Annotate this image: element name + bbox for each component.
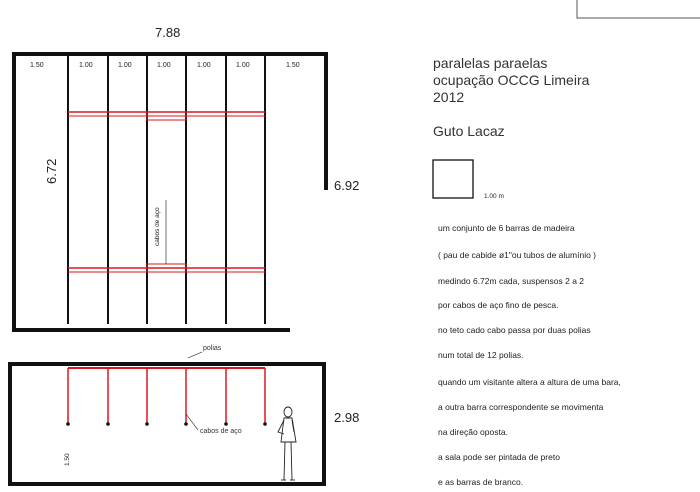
bay-label: 1.50 [30,62,44,69]
description-line: quando um visitante altera a altura de uma bara, [438,377,621,387]
cables-leader [186,414,198,430]
bar-end [184,422,188,426]
visitor-figure-icon [278,407,296,480]
bar-end [263,422,267,426]
description-line: e as barras de branco. [438,477,524,487]
bar-end [66,422,70,426]
bar-end [224,422,228,426]
floor-height-label: 1.50 [64,453,71,466]
elevation-walls [10,364,324,484]
plan-cable-label: cabos de aço [154,207,161,246]
bay-label: 1.00 [197,62,211,69]
bay-label: 1.00 [157,62,171,69]
author-name: Guto Lacaz [433,123,505,139]
bay-label: 1.00 [79,62,93,69]
bay-label: 1.00 [118,62,132,69]
scale-square [433,160,473,198]
bar-end [106,422,110,426]
description-line: a sala pode ser pintada de preto [438,452,560,462]
description-line: ( pau de cabide ø1"ou tubos de alumínio ) [438,250,597,260]
description-line: medindo 6.72m cada, suspensos 2 a 2 [438,276,585,286]
elevation-height-label: 2.98 [334,410,360,425]
scale-label: 1.00 m [484,193,504,200]
description-line: um conjunto de 6 barras de madeira [438,223,575,233]
title-line-2: ocupação OCCG Limeira [433,72,590,88]
description-line: a outra barra correspondente se movimenta [438,402,604,412]
description-line: por cabos de aço fino de pesca. [438,300,559,310]
bay-label: 1.00 [236,62,250,69]
title-line-3: 2012 [433,89,465,105]
plan-walls [14,54,326,330]
description-line: na direção oposta. [438,427,508,437]
plan-width-label: 7.88 [155,25,181,40]
bay-label: 1.50 [286,62,300,69]
pulleys-leader [188,352,202,358]
bar-end [145,422,149,426]
pulleys-label: polias [203,345,222,352]
plan-height-label: 6.72 [44,158,59,184]
cables-label: cabos de aço [200,428,242,435]
plan-view [14,54,326,330]
frame-corner [577,0,700,18]
description-line: num total de 12 polias. [438,350,524,360]
description-line: no teto cado cabo passa por duas polias [438,325,591,335]
title-line-1: paralelas paraelas [433,55,548,71]
room-height-label: 6.92 [334,178,360,193]
elevation-view [10,352,324,484]
